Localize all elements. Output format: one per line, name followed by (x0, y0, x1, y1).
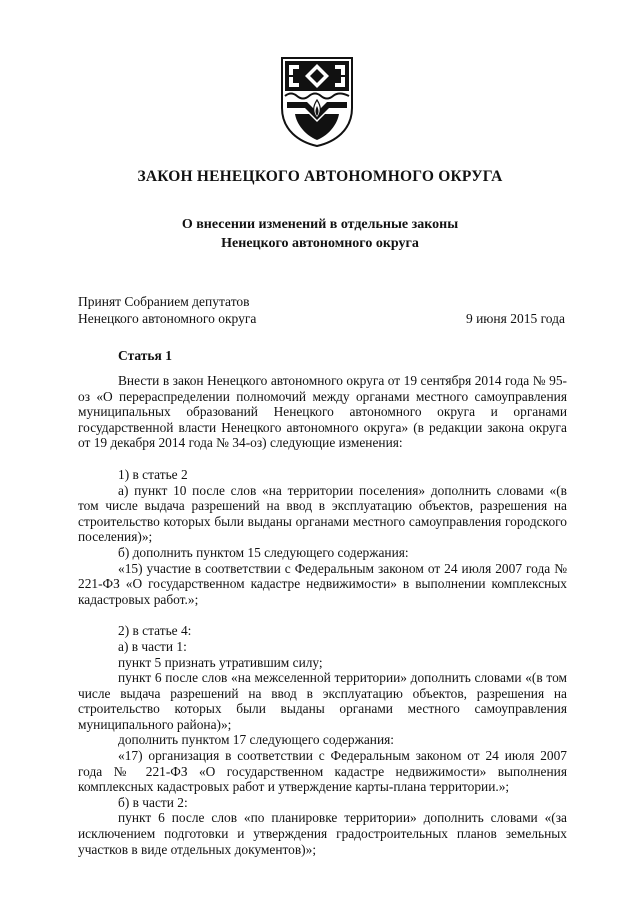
paragraph: дополнить пунктом 17 следующего содержания: (118, 732, 395, 748)
paragraph: пункт 6 после слов «по планировке территории» дополнить словами «(за исключением подготовки и утверждения градостроительных планов земельных участков в виде отдельных документов)»; (78, 810, 567, 857)
paragraph: б) дополнить пунктом 15 следующего содержания: (118, 544, 409, 560)
paragraph: пункт 5 признать утратившим силу; (118, 654, 323, 670)
adoption-line-1: Принят Собранием депутатов (78, 294, 250, 309)
paragraph: «17) организация в соответствии с Федеральным законом от 24 июля 2007 года № 221-ФЗ «О государственном кадастре недвижимости» выполнения комплексных кадастровых работ и утверждение карты-плана территории.»; (78, 748, 567, 795)
article-heading: Статья 1 (118, 348, 172, 363)
paragraph: Внести в закон Ненецкого автономного округа от 19 сентября 2014 года № 95-оз «О перераспределении полномочий между органами местного самоуправления муниципальных образований Ненецкого автономного округа и органами государственной власти Ненецкого автономного округа» (в редакции закона округа от 19 декабря 2014 года № 34-оз) следующие изменения: (78, 373, 567, 451)
paragraph: 1) в статье 2 (118, 466, 188, 482)
adoption-line-2: Ненецкого автономного округа (78, 311, 257, 326)
paragraph: б) в части 2: (118, 794, 188, 810)
nenets-coat-of-arms-icon (279, 56, 355, 148)
paragraph: а) пункт 10 после слов «на территории поселения» дополнить словами «(в том числе выдача разрешений на ввод в эксплуатацию объектов, разрешения на строительство которых были выданы органами местного самоуправления городского поселения)»; (78, 482, 567, 545)
law-title: ЗАКОН НЕНЕЦКОГО АВТОНОМНОГО ОКРУГА (137, 168, 503, 185)
paragraph: а) в части 1: (118, 638, 187, 654)
adoption-body (78, 293, 256, 327)
law-subject-line-1: О внесении изменений в отдельные законы (181, 217, 459, 232)
law-subject-line-2: Ненецкого автономного округа (221, 236, 419, 251)
law-subject (0, 215, 640, 253)
article-body (78, 373, 567, 857)
adoption-date: 9 июня 2015 года (465, 311, 565, 326)
paragraph: 2) в статье 4: (118, 623, 192, 639)
paragraph: пункт 6 после слов «на межселенной территории» дополнить словами «(в том числе выдача разрешений на ввод в эксплуатацию объектов, разрешения на строительство которых были выданы органами местного самоуправления муниципального района)»; (78, 670, 567, 732)
paragraph: «15) участие в соответствии с Федеральным законом от 24 июля 2007 года № 221-ФЗ «О государственном кадастре недвижимости» в выполнении комплексных кадастровых работ.»; (78, 560, 567, 607)
